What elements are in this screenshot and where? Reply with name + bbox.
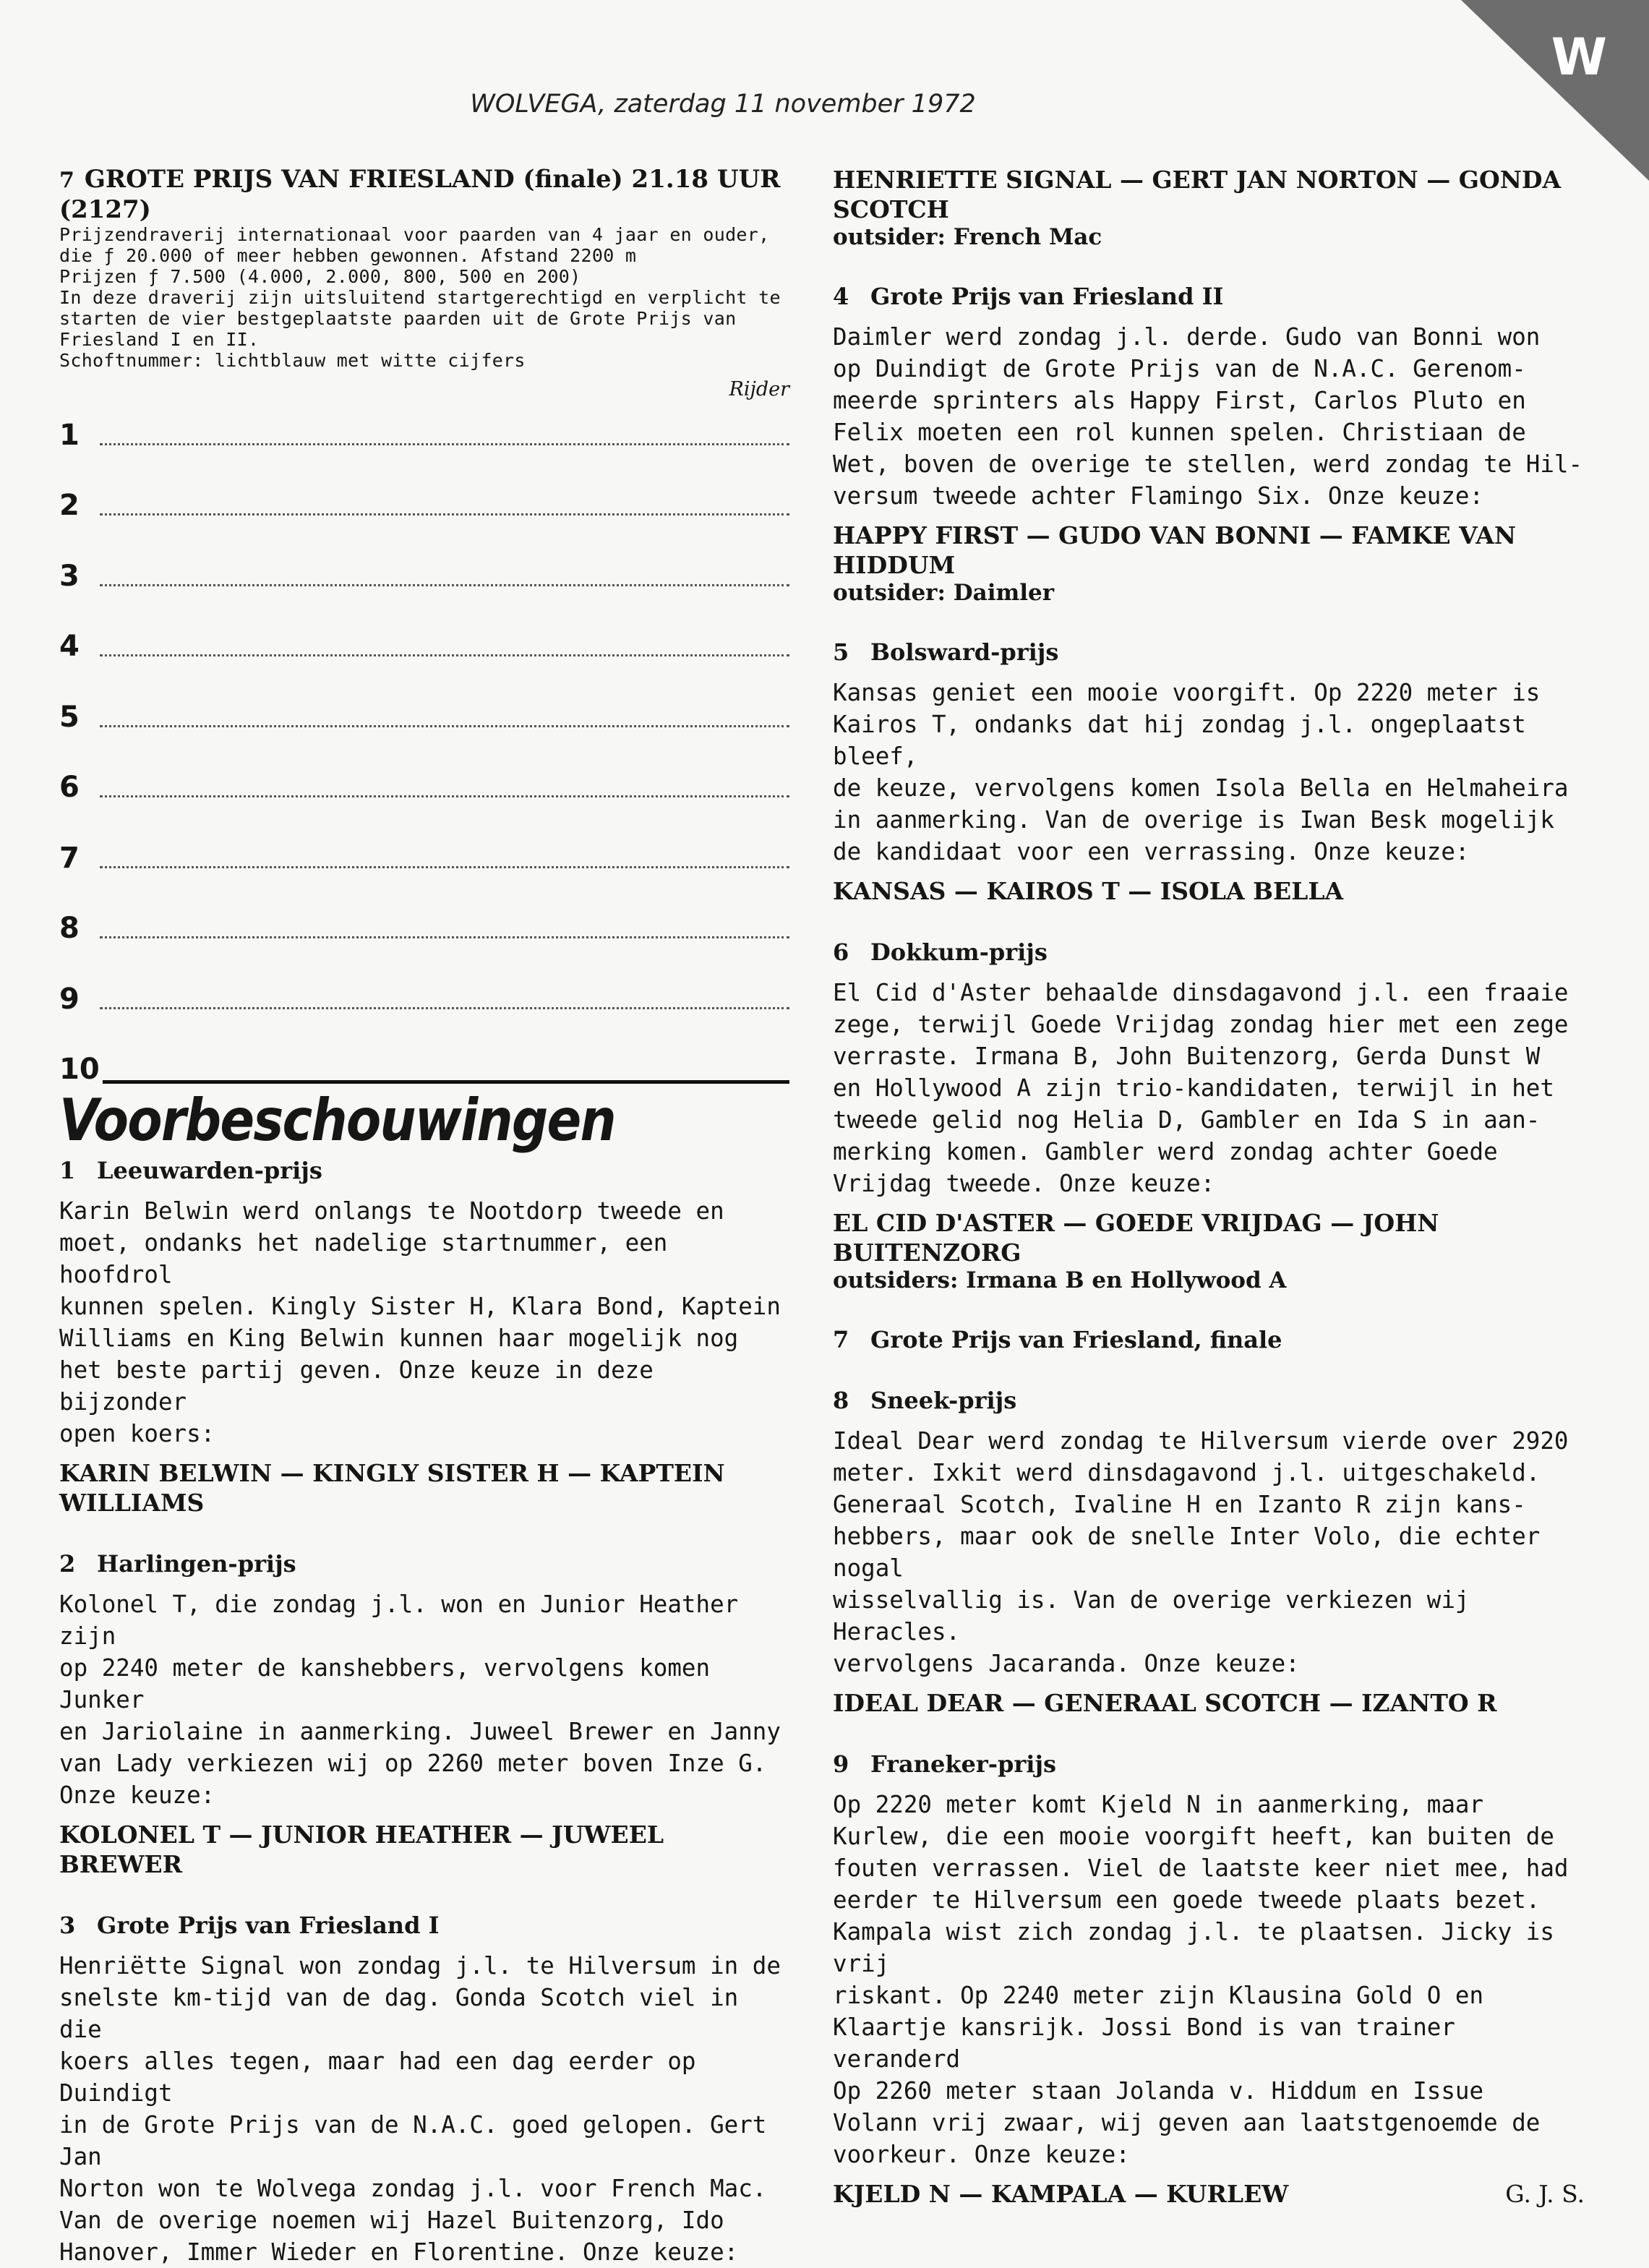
section-title-text: Grote Prijs van Friesland II xyxy=(870,283,1224,310)
section-title xyxy=(833,282,1585,311)
section-heading: Voorbeschouwingen xyxy=(59,1087,615,1154)
dotted-line xyxy=(100,705,789,727)
section-pick: HAPPY FIRST — GUDO VAN BONNI — FAMKE VAN HIDDUM xyxy=(833,521,1516,579)
section-pick: EL CID D'ASTER — GOEDE VRIJDAG — JOHN BUITENZORG xyxy=(833,1209,1439,1267)
section-title-text: Grote Prijs van Friesland, finale xyxy=(870,1326,1282,1353)
line-number: 7 xyxy=(59,841,80,875)
section-title xyxy=(59,1549,789,1578)
section-pick-text: KJELD N — KAMPALA — KURLEW xyxy=(833,2180,1289,2208)
entry-lines xyxy=(59,379,789,1084)
section-title-text: Franeker-prijs xyxy=(870,1750,1057,1778)
section-outsider: outsider: Daimler xyxy=(833,580,1055,606)
entry-desc-3: In deze draverij zijn uitsluitend startgerechtigd en verplicht te starten de vier bestgeplaatste paarden uit de Grote Prijs van Friesland I en II. xyxy=(59,287,781,350)
section-title-text: Dokkum-prijs xyxy=(870,938,1048,966)
dotted-line xyxy=(100,775,789,797)
entry-line[interactable] xyxy=(59,591,789,662)
section-number: 8 xyxy=(833,1387,849,1414)
line-number: 5 xyxy=(59,700,80,734)
section-6 xyxy=(833,938,1585,1293)
section-number: 7 xyxy=(833,1326,849,1353)
line-number: 6 xyxy=(59,771,80,804)
entry-line[interactable] xyxy=(59,1014,789,1084)
section-body: Daimler werd zondag j.l. derde. Gudo van Bonni won op Duindigt de Grote Prijs van de N.A.C. Gerenom- meerde sprinters als Happy First, Carlos Pluto en Felix moeten een rol kunnen spelen. Christiaan de Wet, boven de overige te stellen, werd zondag te Hil- versum tweede achter Flamingo Six. Onze keuze: xyxy=(833,323,1583,510)
section-number: 9 xyxy=(833,1750,849,1778)
section-title-text: Leeuwarden-prijs xyxy=(97,1157,322,1184)
section-3 xyxy=(59,1911,789,2268)
section-title-text: Bolsward-prijs xyxy=(870,638,1059,666)
section-number: 1 xyxy=(59,1157,76,1184)
dotted-line xyxy=(100,564,789,586)
section-5 xyxy=(833,638,1585,906)
section-number: 5 xyxy=(833,638,849,666)
dotted-line xyxy=(100,846,789,868)
section-body: El Cid d'Aster behaalde dinsdagavond j.l. een fraaie zege, terwijl Goede Vrijdag zondag hier met een zege verraste. Irmana B, John Buitenzorg, Gerda Dunst W en Hollywood A zijn trio-kandidaten, terwijl in het tweede gelid nog Helia D, Gambler en Ida S in aan- merking komen. Gambler werd zondag achter Goede Vrijdag tweede. Onze keuze: xyxy=(833,979,1569,1197)
line-number: 4 xyxy=(59,630,80,663)
section-1 xyxy=(59,1156,789,1518)
dateline: WOLVEGA, zaterdag 11 november 1972 xyxy=(470,90,976,119)
entry-line[interactable] xyxy=(59,661,789,732)
corner-letter: W xyxy=(1551,27,1607,87)
line-number: 9 xyxy=(59,982,80,1016)
dotted-line xyxy=(100,916,789,938)
section-title-text: Grote Prijs van Friesland I xyxy=(97,1912,440,1939)
line-number: 8 xyxy=(59,912,80,945)
section-title xyxy=(833,1325,1585,1354)
section-8 xyxy=(833,1386,1585,1718)
section-title xyxy=(833,938,1585,967)
section-outsider: outsiders: Irmana B en Hollywood A xyxy=(833,1267,1287,1293)
solid-rule xyxy=(103,1069,789,1084)
section-body: Karin Belwin werd onlangs te Nootdorp tweede en moet, ondanks het nadelige startnummer, een hoofdrol kunnen spelen. Kingly Sister H, Klara Bond, Kaptein Williams en King Belwin kunnen haar mogelijk nog het beste partij geven. Onze keuze in deze bijzonder open koers: xyxy=(59,1197,781,1447)
entry-line[interactable] xyxy=(59,732,789,803)
section-body: Kansas geniet een mooie voorgift. Op 2220 meter is Kairos T, ondanks dat hij zondag j.l. ongeplaatst bleef, de keuze, vervolgens komen Isola Bella en Helmaheira in aanmerking. Van de overige is Iwan Besk mogelijk de kandidaat voor een verrassing. Onze keuze: xyxy=(833,679,1569,865)
section-pick: KOLONEL T — JUNIOR HEATHER — JUWEEL BREWER xyxy=(59,1820,664,1878)
section-body: Op 2220 meter komt Kjeld N in aanmerking, maar Kurlew, die een mooie voorgift heeft, kan buiten de fouten verrassen. Viel de laatste keer niet mee, had eerder te Hilversum een goede tweede plaats bezet. Kampala wist zich zondag j.l. te plaatsen. Jicky is vrij riskant. Op 2240 meter zijn Klausina Gold O en Klaartje kansrijk. Jossi Bond is van trainer veranderd Op 2260 meter staan Jolanda v. Hiddum en Issue Volann vrij zwaar, wij geven aan laatstgenoemde de voorkeur. Onze keuze: xyxy=(833,1791,1569,2168)
entry-line[interactable] xyxy=(59,450,789,521)
section-pick: KARIN BELWIN — KINGLY SISTER H — KAPTEIN WILLIAMS xyxy=(59,1459,725,1517)
entry-desc-4: Schoftnummer: lichtblauw met witte cijfers xyxy=(59,350,526,371)
entry-race-number: 7 xyxy=(59,168,74,193)
entry-line[interactable] xyxy=(59,379,789,450)
entry-desc-1: Prijzendraverij internationaal voor paarden van 4 jaar en ouder, die ƒ 20.000 of meer hebben gewonnen. Afstand 2200 m xyxy=(59,224,770,266)
rijder-label: Rijder xyxy=(729,378,789,401)
section-pick: IDEAL DEAR — GENERAAL SCOTCH — IZANTO R xyxy=(833,1689,1497,1717)
right-column xyxy=(833,165,1585,2209)
section-number: 6 xyxy=(833,938,849,966)
section-9 xyxy=(833,1750,1585,2209)
line-number: 1 xyxy=(59,418,80,452)
line-number: 2 xyxy=(59,489,80,522)
section-title xyxy=(59,1156,789,1185)
entry-title-text: GROTE PRIJS VAN FRIESLAND (finale) 21.18 UUR (2127) xyxy=(59,165,781,224)
section-4 xyxy=(833,282,1585,606)
section-body: Kolonel T, die zondag j.l. won en Junior Heather zijn op 2240 meter de kanshebbers, vervolgens komen Junker en Jariolaine in aanmerking. Juweel Brewer en Janny van Lady verkiezen wij op 2260 meter boven Inze G. Onze keuze: xyxy=(59,1591,781,1809)
entry-desc-2: Prijzen ƒ 7.500 (4.000, 2.000, 800, 500 en 200) xyxy=(59,266,581,287)
section-title xyxy=(59,1911,789,1940)
section-number: 4 xyxy=(833,283,849,310)
line-number: 10 xyxy=(59,1053,100,1086)
section-3-outsider: outsider: French Mac xyxy=(833,224,1102,250)
section-number: 2 xyxy=(59,1550,76,1578)
signature: G. J. S. xyxy=(1505,2180,1585,2208)
dotted-line xyxy=(100,423,789,445)
section-7 xyxy=(833,1325,1585,1354)
entry-line[interactable] xyxy=(59,520,789,591)
line-number: 3 xyxy=(59,559,80,593)
section-body: Ideal Dear werd zondag te Hilversum vierde over 2920 meter. Ixkit werd dinsdagavond j.l. uitgeschakeld. Generaal Scotch, Ivaline H en Izanto R zijn kans- hebbers, maar ook de snelle Inter Volo, die echter nogal wisselvallig is. Van de overige verkiezen wij Heracles. vervolgens Jacaranda. Onze keuze: xyxy=(833,1427,1569,1677)
dotted-line xyxy=(100,634,789,656)
section-title-text: Sneek-prijs xyxy=(870,1387,1017,1414)
entry-title xyxy=(59,165,789,224)
section-3-pick: HENRIETTE SIGNAL — GERT JAN NORTON — GONDA SCOTCH xyxy=(833,166,1562,223)
entry-line[interactable] xyxy=(59,943,789,1014)
section-2 xyxy=(59,1549,789,1879)
section-body: Henriëtte Signal won zondag j.l. te Hilversum in de snelste km-tijd van de dag. Gonda Scotch viel in die koers alles tegen, maar had een dag eerder op Duindigt in de Grote Prijs van de N.A.C. goed gelopen. Gert Jan Norton won te Wolvega zondag j.l. voor French Mac. Van de overige noemen wij Hazel Buitenzorg, Ido Hanover, Immer Wieder en Florentine. Onze keuze: xyxy=(59,1952,781,2266)
section-title-text: Harlingen-prijs xyxy=(97,1550,296,1578)
section-title xyxy=(833,638,1585,667)
section-title xyxy=(833,1386,1585,1415)
dotted-line xyxy=(100,987,789,1009)
section-pick xyxy=(833,2179,1585,2209)
dotted-line xyxy=(100,493,789,515)
entry-line[interactable] xyxy=(59,873,789,943)
section-number: 3 xyxy=(59,1912,76,1939)
entry-line[interactable] xyxy=(59,802,789,873)
left-column xyxy=(59,165,789,2268)
section-pick: KANSAS — KAIROS T — ISOLA BELLA xyxy=(833,877,1344,905)
section-title xyxy=(833,1750,1585,1779)
